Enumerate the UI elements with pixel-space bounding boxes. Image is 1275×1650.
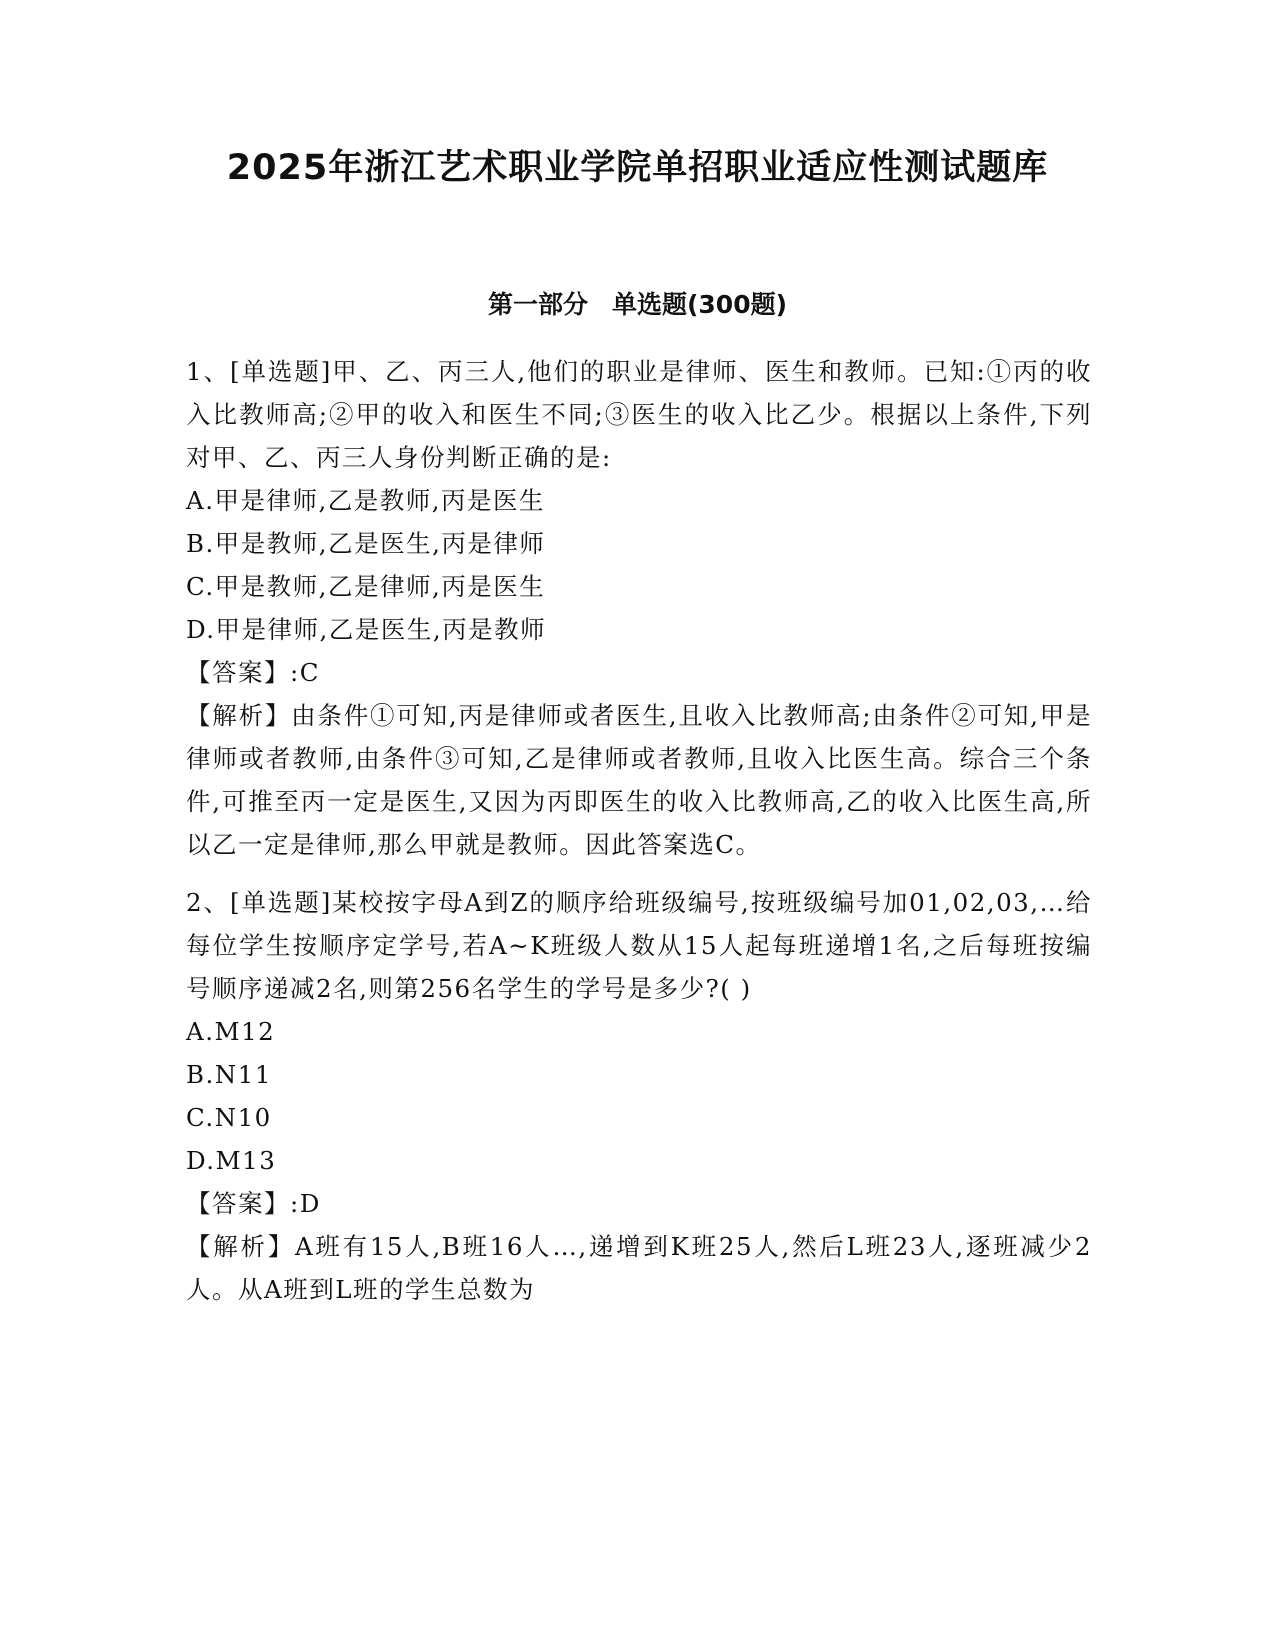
option-b: B.N11 (186, 1060, 272, 1089)
option-d: D.甲是律师,乙是医生,丙是教师 (186, 615, 547, 644)
question-stem: 1、[单选题]甲、乙、丙三人,他们的职业是律师、医生和教师。已知:①丙的收入比教师高;②甲的收入和医生不同;③医生的收入比乙少。根据以上条件,下列对甲、乙、丙三人身份判断正确的是: (186, 357, 1092, 472)
document-title: 2025年浙江艺术职业学院单招职业适应性测试题库 (226, 148, 1049, 188)
section-part: 第一部分 (487, 290, 588, 319)
analysis-paragraph: 【解析】由条件①可知,丙是律师或者医生,且收入比教师高;由条件②可知,甲是律师或者教师,由条件③可知,乙是律师或者教师,且收入比医生高。综合三个条件,可推至丙一定是医生,又因为丙即医生的收入比教师高,乙的收入比医生高,所以乙一定是律师,那么甲就是教师。因此答案选C。 (186, 701, 1092, 859)
option-c: C.甲是教师,乙是律师,丙是医生 (186, 572, 546, 601)
answer-line: 【答案】:C (186, 658, 320, 687)
analysis-paragraph: 【解析】A班有15人,B班16人…,递增到K班25人,然后L班23人,逐班减少2人。从A班到L班的学生总数为 (186, 1232, 1092, 1304)
option-d: D.M13 (186, 1146, 277, 1175)
section-heading (0, 289, 1275, 321)
question-list (186, 350, 1092, 1311)
option-a: A.甲是律师,乙是教师,丙是医生 (186, 486, 546, 515)
option-c: C.N10 (186, 1103, 272, 1132)
question-item (186, 350, 1092, 866)
answer-line: 【答案】:D (186, 1189, 321, 1218)
option-a: A.M12 (186, 1017, 276, 1046)
question-stem: 2、[单选题]某校按字母A到Z的顺序给班级编号,按班级编号加01,02,03,…给每位学生按顺序定学号,若A~K班级人数从15人起每班递增1名,之后每班按编号顺序递减2名,则第256名学生的学号是多少?( ) (186, 888, 1092, 1003)
question-item (186, 881, 1092, 1311)
section-name: 单选题(300题) (611, 290, 788, 319)
option-b: B.甲是教师,乙是医生,丙是律师 (186, 529, 546, 558)
